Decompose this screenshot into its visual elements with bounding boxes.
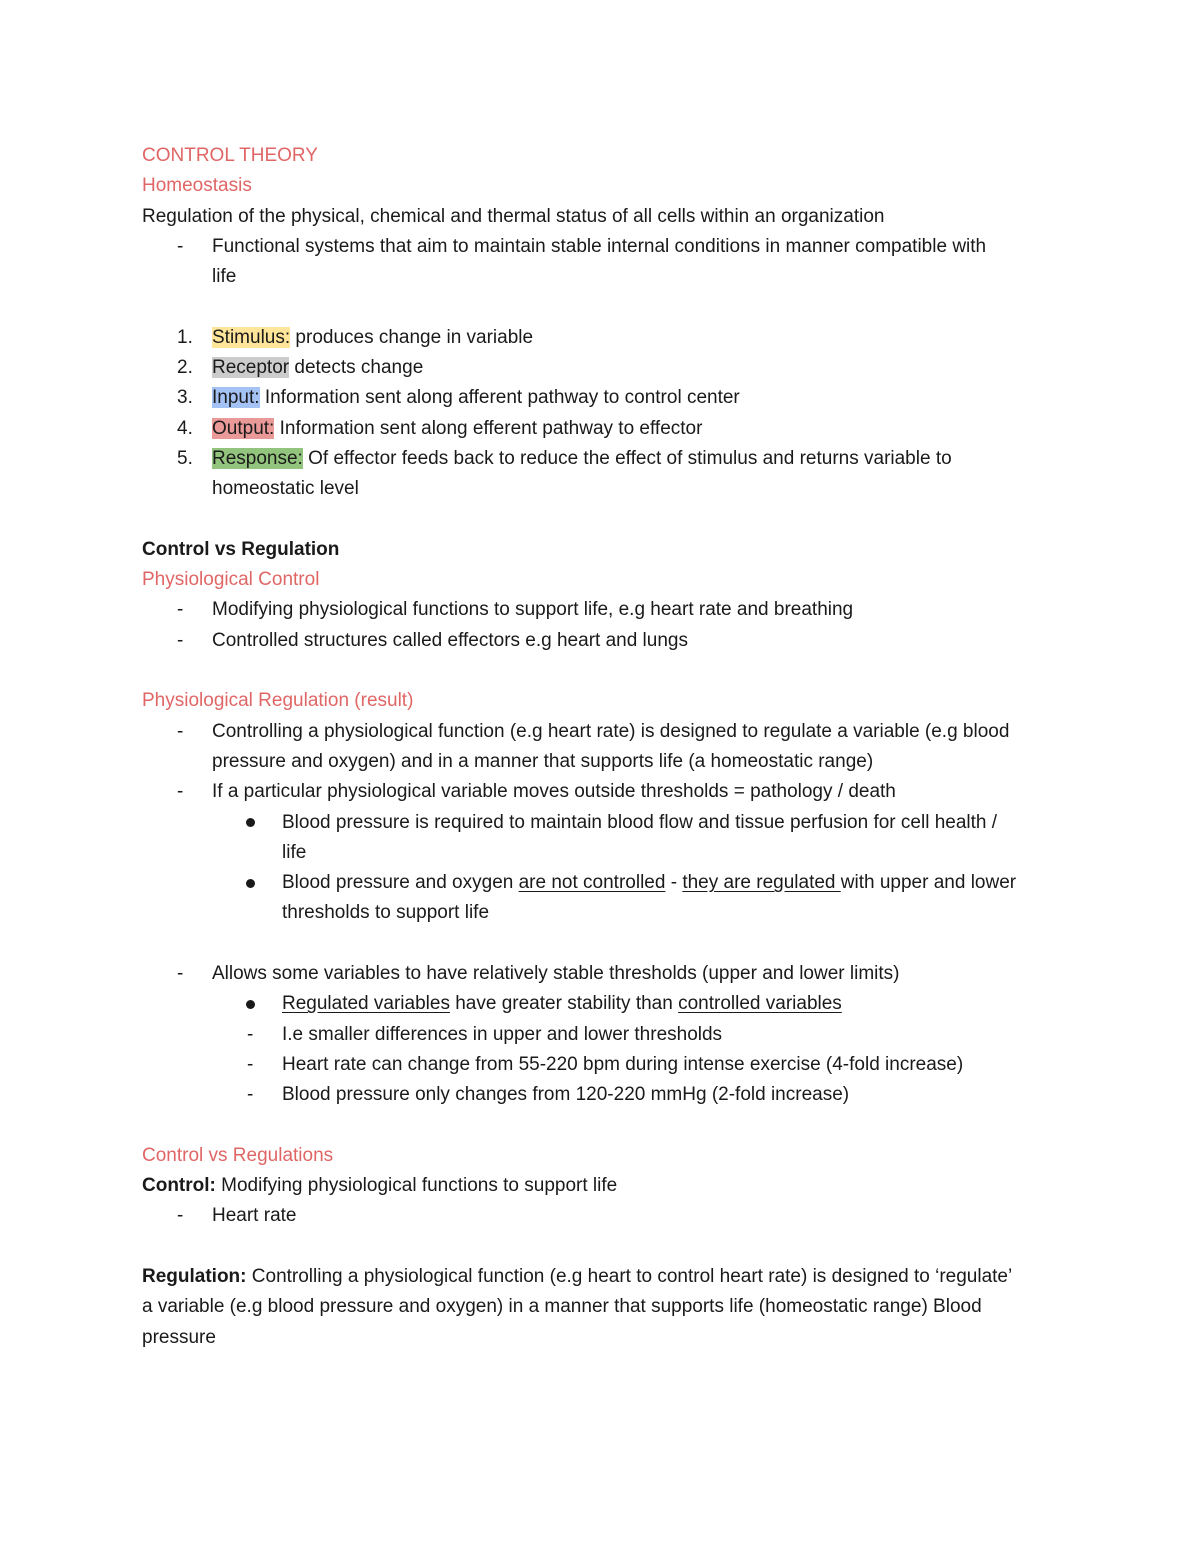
step-term-highlight: Input: [212,387,260,409]
step-number: 3. [177,387,193,409]
step-number: 1. [177,326,193,348]
bullet-dot-icon [246,808,255,838]
dash-marker: - [247,1053,254,1075]
underlined-text: controlled variables [678,993,842,1015]
step-text: detects change [289,357,424,379]
underlined-text: are not controlled [518,872,666,894]
step-number: 2. [177,357,193,379]
list-item-continued: pressure and oxygen) and in a manner that supports life (a homeostatic range) [212,750,874,772]
sub-list-item [142,1080,1072,1110]
step-item [142,383,1072,413]
list-item [142,777,1072,807]
sub-list-item-text: have greater stability than [449,993,679,1015]
document-page [142,141,1072,1353]
list-item-text: Controlled structures called effectors e.g heart and lungs [212,629,688,651]
sub-list-item-text: Blood pressure is required to maintain blood flow and tissue perfusion for cell health / [282,811,998,833]
control-vs-regulation-heading: Control vs Regulation [142,538,340,560]
sub-list-item-text: Blood pressure only changes from 120-220 mmHg (2-fold increase) [282,1084,850,1106]
list-item [142,717,1072,747]
sub-list-item [142,1020,1072,1050]
step-text: Information sent along efferent pathway to effector [274,417,703,439]
list-item-text: Allows some variables to have relatively stable thresholds (upper and lower limits) [212,963,900,985]
sub-list-item [142,1050,1072,1080]
step-item [142,444,1072,474]
step-term-highlight: Receptor [212,357,290,379]
physiological-control-heading: Physiological Control [142,569,320,591]
sub-list-item-continued: thresholds to support life [282,902,490,924]
control-vs-regulations-heading: Control vs Regulations [142,1144,334,1166]
step-text: Of effector feeds back to reduce the effect of stimulus and returns variable to [302,447,952,469]
dash-marker: - [247,1023,254,1045]
sub-list-item [142,868,1072,898]
list-item [142,1201,1072,1231]
step-item [142,353,1072,383]
bullet-text: Functional systems that aim to maintain stable internal conditions in manner compatible with [212,235,987,257]
step-item [142,414,1072,444]
step-number: 4. [177,417,193,439]
dash-marker: - [177,1205,184,1227]
homeostasis-bullet-continued: life [212,266,237,288]
regulation-definition-continued: pressure [142,1326,216,1348]
document-title: CONTROL THEORY [142,145,318,166]
sub-list-item-text: with upper and lower [840,872,1017,894]
step-text: produces change in variable [290,326,534,348]
dash-marker: - [247,1084,254,1106]
step-item [142,323,1072,353]
physiological-regulation-heading: Physiological Regulation (result) [142,690,414,712]
step-text: Information sent along afferent pathway to control center [259,387,740,409]
step-number: 5. [177,447,193,469]
dash-marker: - [177,963,184,985]
list-item [142,626,1072,656]
sub-list-item-text: I.e smaller differences in upper and lower thresholds [282,1023,723,1045]
step-item-continued: homeostatic level [212,478,359,500]
underlined-text: they are regulated [682,872,841,894]
sub-list-item-continued: life [282,841,307,863]
sub-list-item [142,808,1072,838]
list-item-text: Modifying physiological functions to support life, e.g heart rate and breathing [212,599,854,621]
regulation-definition-continued: a variable (e.g blood pressure and oxygen) in a manner that supports life (homeostatic range) Blood [142,1296,982,1318]
sub-list-item-text: Blood pressure and oxygen [282,872,519,894]
separator-text: - [665,872,683,894]
list-item-text: Controlling a physiological function (e.g heart rate) is designed to regulate a variable (e.g blood [212,720,1010,742]
step-term-highlight: Response: [212,447,303,469]
control-text: Modifying physiological functions to support life [215,1175,618,1197]
sub-list-item-text: Heart rate can change from 55-220 bpm during intense exercise (4-fold increase) [282,1053,964,1075]
dash-marker: - [177,235,184,257]
list-item-text: If a particular physiological variable moves outside thresholds = pathology / death [212,781,896,803]
step-term-highlight: Output: [212,417,275,439]
bullet-dot-icon [246,989,255,1019]
control-definition [142,1171,1072,1201]
dash-marker: - [177,781,184,803]
homeostasis-definition: Regulation of the physical, chemical and thermal status of all cells within an organization [142,205,885,227]
step-term-highlight: Stimulus: [212,326,291,348]
control-label: Control: [142,1175,216,1197]
regulation-text: Controlling a physiological function (e.g heart to control heart rate) is designed to ‘regulate’ [246,1265,1013,1287]
dash-marker: - [177,720,184,742]
sub-list-item [142,989,1072,1019]
regulation-label: Regulation: [142,1265,247,1287]
homeostasis-heading: Homeostasis [142,175,252,197]
underlined-text: Regulated variables [282,993,450,1015]
dash-marker: - [177,629,184,651]
regulation-definition [142,1262,1072,1292]
list-item [142,959,1072,989]
bullet-dot-icon [246,868,255,898]
list-item-text: Heart rate [212,1205,297,1227]
homeostasis-bullet [142,232,1072,262]
dash-marker: - [177,599,184,621]
list-item [142,595,1072,625]
